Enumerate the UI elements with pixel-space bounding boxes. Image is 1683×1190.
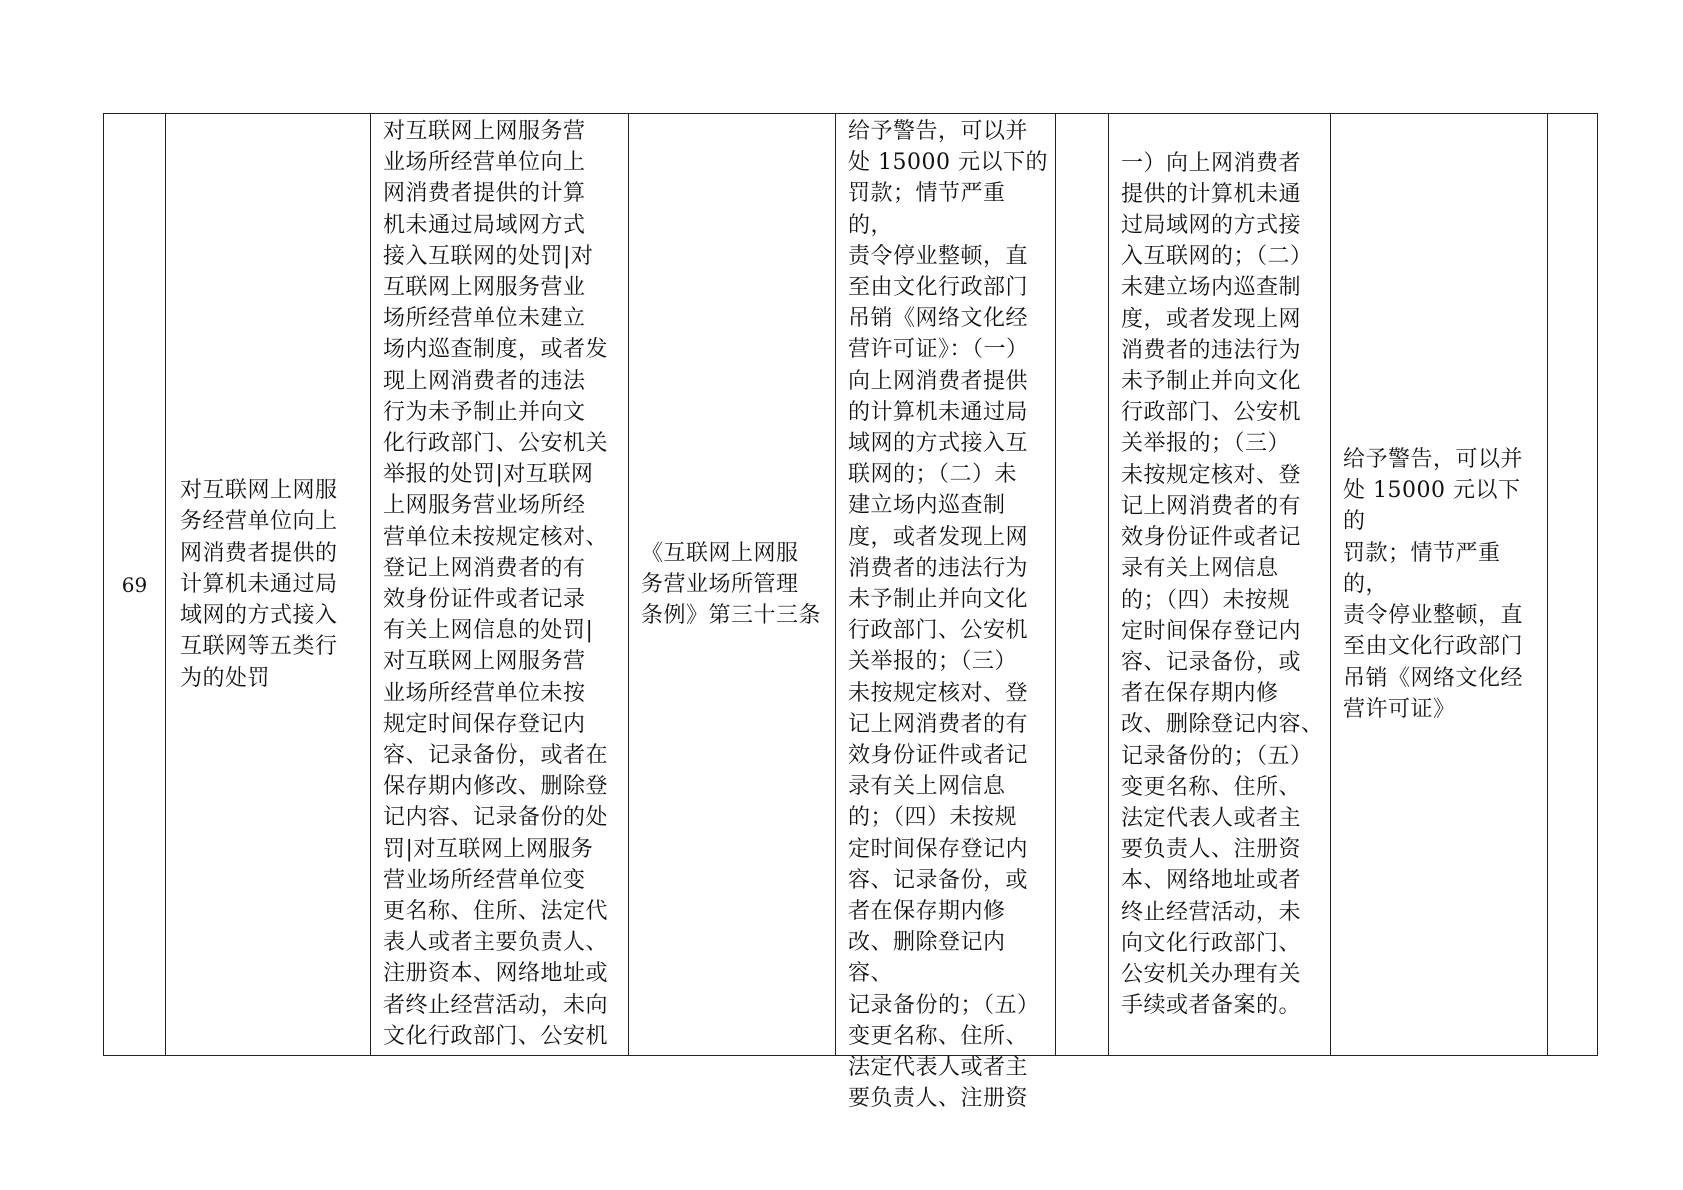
penalty-cell xyxy=(836,114,1056,1112)
standard-text: 给予警告，可以并 处 15000 元以下的 罚款；情节严重的， 责令停业整顿，直 至由文化行政部门 吊销《网络文化经 营许可证》 xyxy=(1343,447,1524,722)
legal-basis: 《互联网上网服 务营业场所管理 条例》第三十三条 xyxy=(641,540,822,629)
row-number-cell xyxy=(104,114,166,1056)
item-name-cell xyxy=(166,114,371,1056)
legal-basis-cell xyxy=(629,114,836,1056)
sub-items-cell xyxy=(371,114,629,1056)
blank-cell-1 xyxy=(1056,114,1109,1056)
table-row xyxy=(104,114,1598,1056)
penalty-table xyxy=(103,113,1598,1112)
circumstances-cell xyxy=(1109,114,1331,1056)
blank-cell-2 xyxy=(1548,114,1598,1056)
circumstances-text: 一）向上网消费者 提供的计算机未通 过局域网的方式接 入互联网的；（二） 未建立场内巡查制 度，或者发现上网 消费者的违法行为 未予制止并向文化 行政部门、公安机 关举报的；（三） 未按规定核对、登 记上网消费者的有 效身份证件或者记 录有关上网信息 的；（四）未按规 定时间保存登记内 容、记录备份，或 者在保存期内修 改、删除登记内容、 记录备份的；（五） 变更名称、住所、 法定代表人或者主 要负责人、注册资 本、网络地址或者 终止经营活动，未 向文化行政部门、 公安机关办理有关 手续或者备案的。 xyxy=(1121,150,1324,1019)
item-name: 对互联网上网服 务经营单位向上 网消费者提供的 计算机未通过局 域网的方式接入 互联网等五类行 为的处罚 xyxy=(180,478,338,691)
sub-items: 对互联网上网服务营 业场所经营单位向上 网消费者提供的计算 机未通过局域网方式 接入互联网的处罚|对 互联网上网服务营业 场所经营单位未建立 场内巡查制度，或者发 现上网消费者的违法 行为未予制止并向文 化行政部门、公安机关 举报的处罚|对互联网 上网服务营业场所经 营单位未按规定核对、 登记上网消费者的有 效身份证件或者记录 有关上网信息的处罚| 对互联网上网服务营 业场所经营单位未按 规定时间保存登记内 容、记录备份，或者在 保存期内修改、删除登 记内容、记录备份的处 罚|对互联网上网服务 营业场所经营单位变 更名称、住所、法定代 表人或者主要负责人、 注册资本、网络地址或 者终止经营活动，未向 文化行政部门、公安机 xyxy=(383,119,609,1049)
penalty-text: 给予警告，可以并 处 15000 元以下的 罚款；情节严重的， 责令停业整顿，直 至由文化行政部门 吊销《网络文化经 营许可证》：（一） 向上网消费者提供 的计算机未通过局 域网的方式接入互 联网的；（二）未 建立场内巡查制 度，或者发现上网 消费者的违法行为 未予制止并向文化 行政部门、公安机 关举报的；（三） 未按规定核对、登 记上网消费者的有 效身份证件或者记 录有关上网信息 的；（四）未按规 定时间保存登记内 容、记录备份，或 者在保存期内修 改、删除登记内容、 记录备份的；（五） 变更名称、住所、 法定代表人或者主 要负责人、注册资 xyxy=(848,119,1048,1112)
row-number: 69 xyxy=(121,572,148,597)
standard-cell xyxy=(1331,114,1548,1056)
